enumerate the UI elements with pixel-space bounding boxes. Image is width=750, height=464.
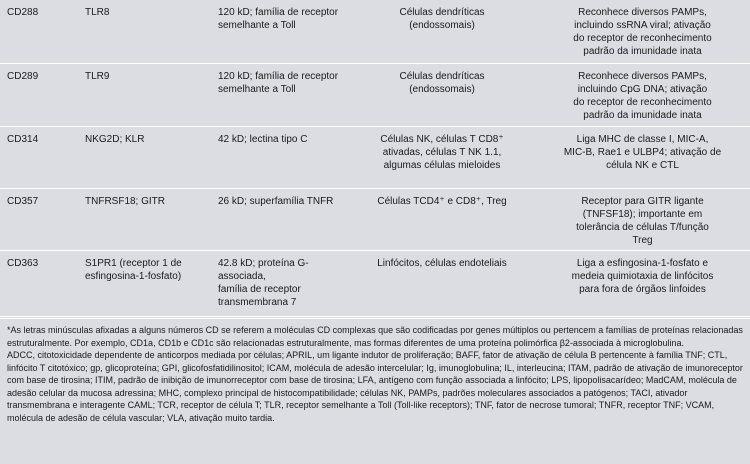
common-names-cell-line: TLR9	[85, 70, 110, 82]
cell-expression-cell-line: Células dendríticas	[399, 7, 485, 18]
cell-expression-cell-line: (endossomais)	[409, 20, 475, 31]
cell-expression-cell-line: ativadas, células T NK 1.1,	[382, 146, 502, 158]
cd-number: CD314	[7, 133, 39, 145]
structure-cell-line: 120 kD; família de receptor	[218, 70, 339, 82]
function-cell	[528, 0, 750, 63]
common-names-cell-text	[85, 64, 218, 83]
common-names-cell-line: TNFRSF18; GITR	[85, 195, 166, 207]
function-cell-line: incluindo ssRNA viral; ativação	[574, 20, 711, 31]
function-cell-text	[528, 0, 750, 58]
cell-expression-cell-line: (endossomais)	[409, 83, 475, 95]
structure-cell-line: transmembrana 7	[218, 296, 297, 308]
cell-expression-cell-line: Células NK, células T CD8⁺	[380, 133, 504, 145]
table-row	[0, 250, 750, 316]
common-names-cell-line: S1PR1 (receptor 1 de	[85, 257, 182, 269]
common-names-cell-text	[85, 189, 218, 208]
function-cell-line: para fora de órgãos linfoides	[579, 283, 706, 295]
structure-cell-line: 26 kD; superfamília TNFR	[218, 195, 334, 207]
cd-number-cell	[0, 250, 85, 316]
common-names-cell	[85, 250, 218, 316]
cell-expression-cell	[356, 126, 528, 188]
cell-expression-cell-text	[356, 0, 528, 32]
structure-cell	[218, 188, 356, 250]
table-row	[0, 188, 750, 250]
function-cell-line: (TNFSF18); importante em	[582, 208, 703, 220]
common-names-cell-text	[85, 251, 218, 283]
structure-cell-text	[218, 189, 356, 208]
structure-cell-line: família de receptor	[218, 283, 301, 295]
common-names-cell	[85, 126, 218, 188]
function-cell-line: MIC-B, Rae1 e ULBP4; ativação de	[563, 146, 722, 158]
common-names-cell-text	[85, 127, 218, 146]
function-cell-line: Treg	[632, 234, 653, 246]
common-names-cell	[85, 188, 218, 250]
function-cell	[528, 188, 750, 250]
cd-number: CD357	[7, 195, 39, 207]
cd-number-cell-text	[7, 189, 85, 208]
cell-expression-cell-line: Células dendríticas	[399, 70, 485, 82]
function-cell-line: do receptor de reconhecimento	[573, 96, 712, 108]
structure-cell-line: 120 kD; família de receptor	[218, 7, 339, 18]
cell-expression-cell-line: Células TCD4⁺ e CD8⁺, Treg	[377, 195, 507, 207]
function-cell-line: padrão da imunidade inata	[583, 109, 702, 121]
function-cell-text	[528, 64, 750, 122]
function-cell	[528, 126, 750, 188]
common-names-cell	[85, 0, 218, 63]
cell-expression-cell	[356, 0, 528, 63]
cd-number-cell	[0, 63, 85, 126]
structure-cell-line: 42 kD; lectina tipo C	[218, 133, 308, 145]
cell-expression-cell-text	[356, 64, 528, 96]
cell-expression-cell-text	[356, 127, 528, 172]
function-cell-line: do receptor de reconhecimento	[573, 33, 712, 44]
table-row	[0, 126, 750, 188]
structure-cell	[218, 0, 356, 63]
function-cell-line: tolerância de células T/função	[576, 221, 709, 233]
cd-number-cell	[0, 126, 85, 188]
cell-expression-cell-line: algumas células mieloides	[383, 159, 501, 171]
function-cell-line: Reconhece diversos PAMPs,	[578, 7, 707, 18]
function-cell	[528, 250, 750, 316]
table-row	[0, 0, 750, 63]
cd-number: CD288	[7, 7, 39, 18]
function-cell-text	[528, 251, 750, 296]
structure-cell-text	[218, 64, 356, 96]
cd-number-cell-text	[7, 251, 85, 270]
common-names-cell-line: TLR8	[85, 7, 110, 18]
footnote-cd-lowercase: *As letras minúsculas afixadas a alguns números CD se referem a moléculas CD complexas que são codificadas por genes múltiplos ou pertencem a famílias de proteínas relacionadas estruturalmente. Por exemplo, CD1a, CD1b e CD1c são relacionadas estruturalmente, mas formas diferentes de uma proteína polimórfica β2-associada à microglobulina.	[7, 325, 743, 348]
structure-cell-text	[218, 0, 356, 32]
structure-cell-line: semelhante a Toll	[218, 83, 296, 95]
structure-cell-text	[218, 127, 356, 146]
cd-number-cell-text	[7, 0, 85, 19]
function-cell	[528, 63, 750, 126]
cd-number: CD289	[7, 70, 39, 82]
common-names-cell-line: NKG2D; KLR	[85, 133, 145, 145]
cell-expression-cell	[356, 250, 528, 316]
structure-cell	[218, 126, 356, 188]
cd-number-cell	[0, 0, 85, 63]
function-cell-line: incluindo CpG DNA; ativação	[577, 83, 708, 95]
footnotes	[0, 318, 750, 424]
common-names-cell-text	[85, 0, 218, 19]
table-row	[0, 63, 750, 126]
function-cell-line: padrão da imunidade inata	[583, 46, 702, 57]
function-cell-line: Liga a esfingosina-1-fosfato e	[576, 257, 709, 269]
function-cell-line: Receptor para GITR ligante	[581, 195, 704, 207]
function-cell-line: Reconhece diversos PAMPs,	[578, 70, 707, 82]
structure-cell	[218, 63, 356, 126]
cell-expression-cell	[356, 63, 528, 126]
function-cell-line: célula NK e CTL	[606, 159, 679, 171]
function-cell-text	[528, 127, 750, 172]
cd-number-cell-text	[7, 127, 85, 146]
function-cell-line: medeia quimiotaxia de linfócitos	[571, 270, 714, 282]
cd-number: CD363	[7, 257, 39, 269]
cell-expression-cell-text	[356, 189, 528, 208]
cell-expression-cell-text	[356, 251, 528, 270]
structure-cell-line: 42.8 kD; proteína G-associada,	[218, 257, 309, 282]
structure-cell-text	[218, 251, 356, 309]
common-names-cell	[85, 63, 218, 126]
cd-number-cell-text	[7, 64, 85, 83]
function-cell-line: Liga MHC de classe I, MIC-A,	[576, 133, 709, 145]
structure-cell-line: semelhante a Toll	[218, 20, 296, 31]
cd-number-cell	[0, 188, 85, 250]
structure-cell	[218, 250, 356, 316]
cell-expression-cell-line: Linfócitos, células endoteliais	[377, 257, 507, 269]
cell-expression-cell	[356, 188, 528, 250]
footnote-abbreviations: ADCC, citotoxicidade dependente de anticorpos mediada por células; APRIL, um ligante indutor de proliferação; BAFF, fator de ativação de célula B pertencente à família TNF; CTL, linfócito T citotóxico; gp, glicoproteína; GPI, glicofosfatidilinositol; ICAM, molécula de adesão intercelular; Ig, imunoglobulina; IL, interleucina; ITAM, padrão de ativação de imunoreceptor com base de tirosina; ITIM, padrão de inibição de imunorreceptor com base de tirosina; LFA, antígeno com função associada a linfócito; LPS, lipopolisacarídeo; MadCAM, molécula de adesão celular da mucosa adressina; MHC, complexo principal de histocompatibilidade; células NK, PAMPs, padrões moleculares associados a patógenos; TACI, ativador transmembrana e interagente CAML; TCR, receptor de célula T; TLR, receptor semelhante a Toll (Toll-like receptors); TNF, fator de necrose tumoral; TNFR, receptor TNF; VCAM, molécula de adesão de célula vascular; VLA, ativação muito tardia.	[7, 350, 743, 423]
common-names-cell-line: esfingosina-1-fosfato)	[85, 270, 182, 282]
function-cell-text	[528, 189, 750, 247]
